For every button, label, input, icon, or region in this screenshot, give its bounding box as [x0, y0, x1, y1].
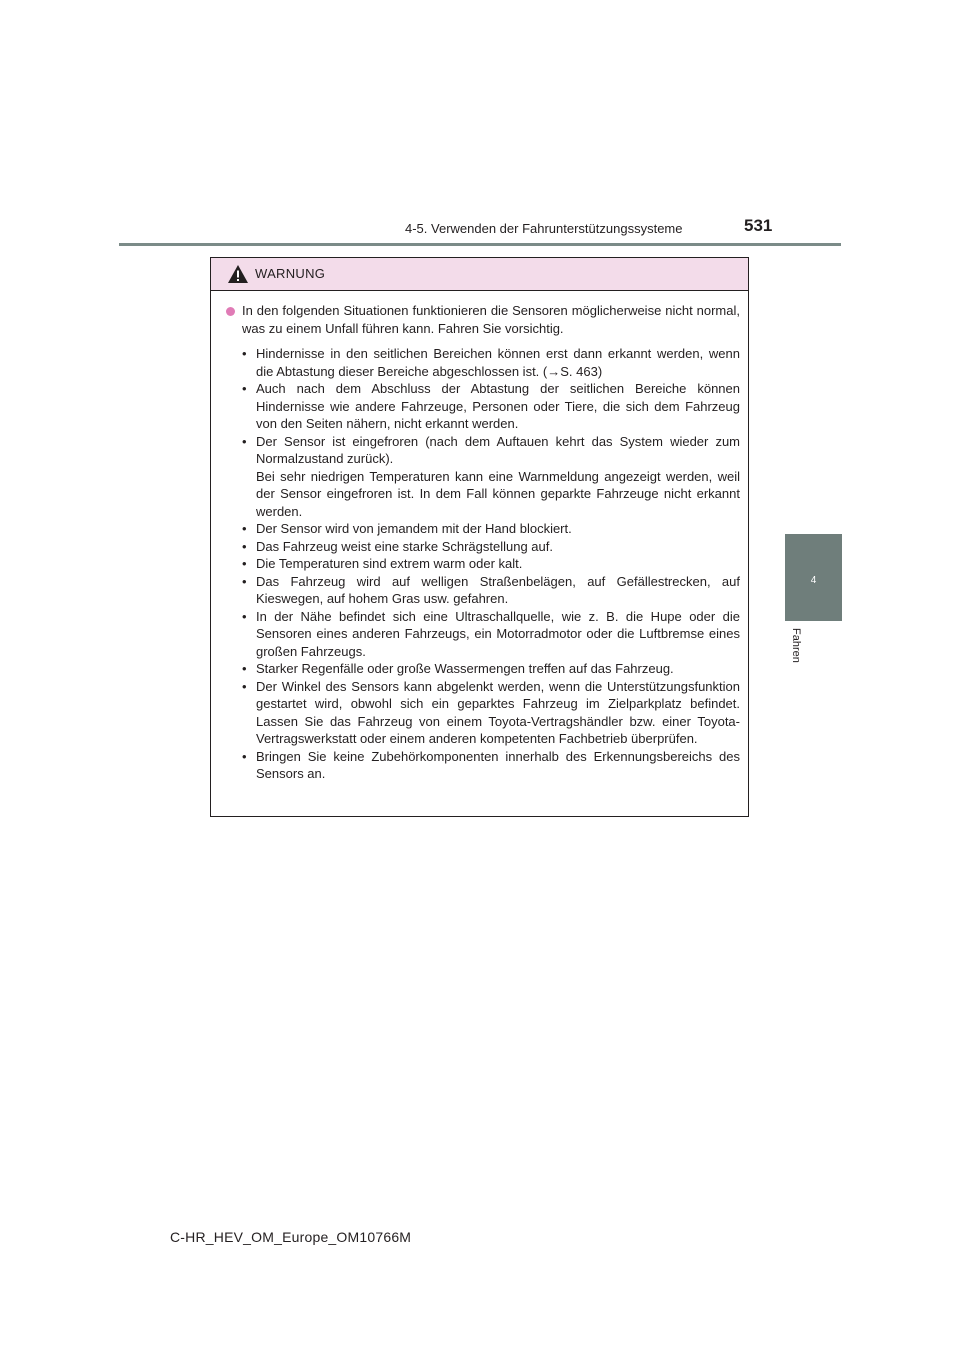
- warning-header: [211, 258, 748, 291]
- list-item: [211, 555, 740, 573]
- list-item-text: Das Fahrzeug weist eine starke Schrägstellung auf.: [256, 538, 553, 554]
- chapter-number: 4: [810, 575, 817, 586]
- lead-bullet-circle: [226, 307, 235, 316]
- list-item: [211, 608, 740, 661]
- list-bullet: •: [242, 346, 247, 361]
- page-number: 531: [744, 216, 773, 235]
- list-bullet: •: [242, 608, 247, 624]
- list-item: [211, 678, 740, 748]
- chapter-tab: [785, 534, 842, 621]
- warning-triangle-icon: [227, 264, 249, 284]
- list-item-text: Der Winkel des Sensors kann abgelenkt werden, wenn die Unterstützungsfunktion gestartet wird, obwohl sich ein geparktes Fahrzeug im Zielparkplatz befindet. Lassen Sie das Fahrzeug von einem Toyota-Vertragshändler bzw. einer Toyota-Vertragswerkstatt oder einem anderen kompetenten Fachbetrieb überprüfen.: [256, 678, 740, 746]
- warning-list: [211, 345, 740, 783]
- warning-body: [211, 291, 748, 783]
- list-bullet: •: [242, 678, 247, 694]
- list-item-text: Der Sensor wird von jemandem mit der Hand blockiert.: [256, 521, 572, 536]
- list-item-text: Das Fahrzeug wird auf welligen Straßenbelägen, auf Gefällestrecken, auf Kieswegen, auf hohem Gras usw. gefahren.: [256, 573, 740, 606]
- list-bullet: •: [242, 433, 247, 449]
- list-item: [211, 660, 740, 678]
- list-item-text: Hindernisse in den seitlichen Bereichen können erst dann erkannt werden, wenn die Abtastung dieser Bereiche abgeschlossen ist. (→S. 463): [256, 346, 740, 379]
- chapter-label: [790, 628, 802, 678]
- list-item: [211, 345, 740, 380]
- warning-title: WARNUNG: [255, 266, 326, 281]
- header-rule: [119, 243, 841, 246]
- chapter-label-text: Fahren: [790, 628, 802, 663]
- list-item: [211, 748, 740, 783]
- list-item-text: Der Sensor ist eingefroren (nach dem Auftauen kehrt das System wieder zum Normalzustand zurück).: [256, 433, 740, 466]
- warning-lead: [211, 302, 740, 338]
- section-title: 4-5. Verwenden der Fahrunterstützungssysteme: [405, 221, 683, 236]
- list-bullet: •: [242, 381, 247, 396]
- list-bullet: •: [242, 538, 247, 554]
- list-item-text: Starker Regenfälle oder große Wassermengen treffen auf das Fahrzeug.: [256, 661, 674, 676]
- list-item-text: Die Temperaturen sind extrem warm oder kalt.: [256, 556, 523, 571]
- warning-lead-text: In den folgenden Situationen funktionieren die Sensoren möglicherweise nicht normal, was zu einem Unfall führen kann. Fahren Sie vorsichtig.: [242, 303, 740, 336]
- warning-box: [210, 257, 749, 817]
- list-item-text: Bei sehr niedrigen Temperaturen kann eine Warnmeldung angezeigt werden, weil der Sensor eingefroren ist. In dem Fall können geparkte Fahrzeuge nicht erkannt werden.: [256, 468, 740, 519]
- list-item: [211, 380, 740, 433]
- list-item: [211, 520, 740, 538]
- list-bullet: •: [242, 748, 247, 764]
- list-item-continuation: [211, 468, 740, 521]
- document-id: C-HR_HEV_OM_Europe_OM10766M: [170, 1229, 412, 1245]
- list-bullet: •: [242, 573, 247, 589]
- list-item-text: Bringen Sie keine Zubehörkomponenten innerhalb des Erkennungsbereichs des Sensors an.: [256, 748, 740, 781]
- list-bullet: •: [242, 661, 247, 676]
- list-bullet: •: [242, 521, 247, 536]
- list-bullet: •: [242, 556, 247, 571]
- list-item-text: Auch nach dem Abschluss der Abtastung der seitlichen Bereiche können Hindernisse wie andere Fahrzeuge, Personen oder Tiere, die sich dem Fahrzeug von den Seiten nähern, nicht erkannt werden.: [256, 381, 740, 431]
- list-item: [211, 573, 740, 608]
- list-item: [211, 538, 740, 556]
- list-item-text: In der Nähe befindet sich eine Ultraschallquelle, wie z. B. die Hupe oder die Sensoren eines anderen Fahrzeugs, ein Motorradmotor oder die Luftbremse eines großen Fahrzeugs.: [256, 608, 740, 659]
- list-item: [211, 433, 740, 468]
